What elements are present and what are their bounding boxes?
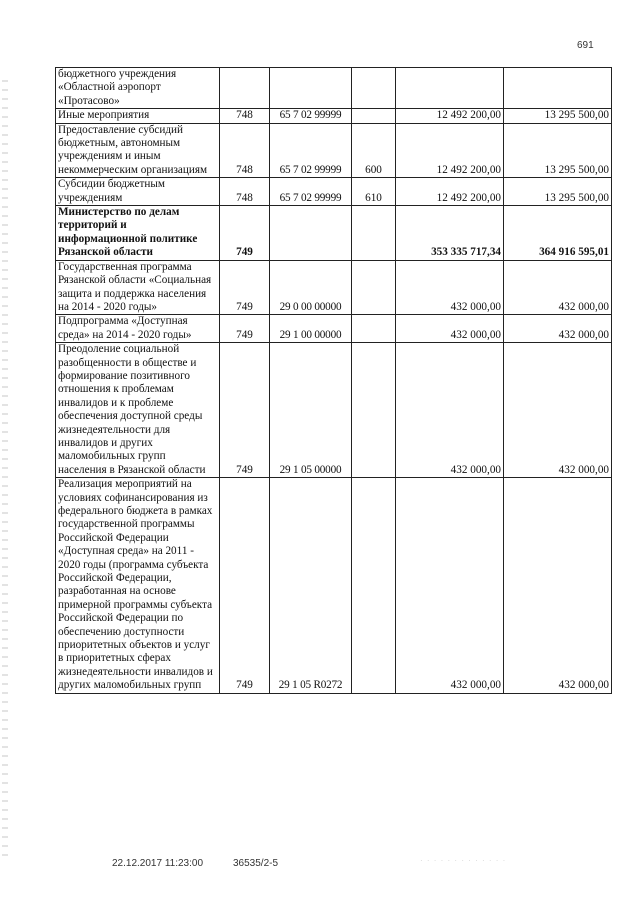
row-name-cell: Субсидии бюджетным учреждениям <box>56 178 220 206</box>
row-sum-2018-cell: 12 492 200,00 <box>396 109 504 123</box>
table-row <box>56 260 612 315</box>
budget-table-body <box>56 68 612 694</box>
row-code-cell: 749 <box>220 315 270 343</box>
table-row <box>56 178 612 206</box>
row-expense-type-cell <box>352 315 396 343</box>
row-code-cell: 749 <box>220 260 270 315</box>
row-code-cell <box>220 68 270 109</box>
row-name-cell: Предоставление субсидий бюджетным, автономным учреждениям и иным некоммерческим организациям <box>56 123 220 178</box>
table-row <box>56 478 612 694</box>
row-sum-2018-cell: 12 492 200,00 <box>396 178 504 206</box>
budget-table <box>55 67 612 694</box>
row-sum-2019-cell: 13 295 500,00 <box>504 109 612 123</box>
row-sum-2019-cell: 432 000,00 <box>504 478 612 694</box>
row-sum-2019-cell: 364 916 595,01 <box>504 206 612 261</box>
row-sum-2019-cell: 13 295 500,00 <box>504 178 612 206</box>
row-target-article-cell: 65 7 02 99999 <box>270 178 352 206</box>
row-code-cell: 748 <box>220 123 270 178</box>
row-expense-type-cell <box>352 260 396 315</box>
row-expense-type-cell <box>352 68 396 109</box>
row-code-cell: 748 <box>220 109 270 123</box>
row-expense-type-cell <box>352 206 396 261</box>
row-target-article-cell: 29 1 05 R0272 <box>270 478 352 694</box>
row-sum-2018-cell: 432 000,00 <box>396 315 504 343</box>
row-sum-2018-cell: 353 335 717,34 <box>396 206 504 261</box>
table-row <box>56 123 612 178</box>
row-name-cell: Министерство по делам территорий и информационной политике Рязанской области <box>56 206 220 261</box>
row-target-article-cell: 29 1 05 00000 <box>270 343 352 478</box>
row-expense-type-cell <box>352 109 396 123</box>
row-target-article-cell: 65 7 02 99999 <box>270 123 352 178</box>
row-sum-2019-cell: 13 295 500,00 <box>504 123 612 178</box>
row-sum-2018-cell: 12 492 200,00 <box>396 123 504 178</box>
row-sum-2018-cell <box>396 68 504 109</box>
table-row <box>56 68 612 109</box>
row-expense-type-cell <box>352 478 396 694</box>
scan-margin-marks <box>2 80 8 860</box>
table-row <box>56 109 612 123</box>
row-sum-2018-cell: 432 000,00 <box>396 260 504 315</box>
row-name-cell: Реализация мероприятий на условиях софинансирования из федерального бюджета в рамках государственной программы Российской Федерации «Доступная среда» на 2011 - 2020 годы (программа субъекта Российской Федерации, разработанная на основе примерной программы субъекта Российской Федерации по обеспечению доступности приоритетных объектов и услуг в приоритетных сферах жизнедеятельности инвалидов и других маломобильных групп <box>56 478 220 694</box>
footer-doc-number: 36535/2-5 <box>233 858 279 869</box>
row-code-cell: 749 <box>220 478 270 694</box>
row-code-cell: 749 <box>220 343 270 478</box>
row-sum-2018-cell: 432 000,00 <box>396 343 504 478</box>
table-row <box>56 343 612 478</box>
table-row <box>56 315 612 343</box>
row-target-article-cell <box>270 68 352 109</box>
footer-faint-stamp: · · · · · · · · · · · · · <box>420 856 507 865</box>
row-sum-2019-cell: 432 000,00 <box>504 343 612 478</box>
page-number: 691 <box>577 40 594 51</box>
footer-date: 22.12.2017 11:23:00 <box>112 858 204 869</box>
row-sum-2019-cell: 432 000,00 <box>504 315 612 343</box>
row-sum-2019-cell <box>504 68 612 109</box>
row-code-cell: 748 <box>220 178 270 206</box>
row-expense-type-cell <box>352 343 396 478</box>
row-expense-type-cell: 600 <box>352 123 396 178</box>
row-name-cell: бюджетного учреждения «Областной аэропорт «Протасово» <box>56 68 220 109</box>
row-name-cell: Государственная программа Рязанской области «Социальная защита и поддержка населения на 2014 - 2020 годы» <box>56 260 220 315</box>
row-target-article-cell: 29 0 00 00000 <box>270 260 352 315</box>
row-expense-type-cell: 610 <box>352 178 396 206</box>
row-name-cell: Иные мероприятия <box>56 109 220 123</box>
row-target-article-cell: 65 7 02 99999 <box>270 109 352 123</box>
row-code-cell: 749 <box>220 206 270 261</box>
row-sum-2019-cell: 432 000,00 <box>504 260 612 315</box>
row-sum-2018-cell: 432 000,00 <box>396 478 504 694</box>
row-target-article-cell: 29 1 00 00000 <box>270 315 352 343</box>
row-target-article-cell <box>270 206 352 261</box>
table-row <box>56 206 612 261</box>
row-name-cell: Подпрограмма «Доступная среда» на 2014 - 2020 годы» <box>56 315 220 343</box>
row-name-cell: Преодоление социальной разобщенности в обществе и формирование позитивного отношения к проблемам инвалидов и к проблеме обеспечения доступной среды жизнедеятельности для инвалидов и других маломобильных групп населения в Рязанской области <box>56 343 220 478</box>
